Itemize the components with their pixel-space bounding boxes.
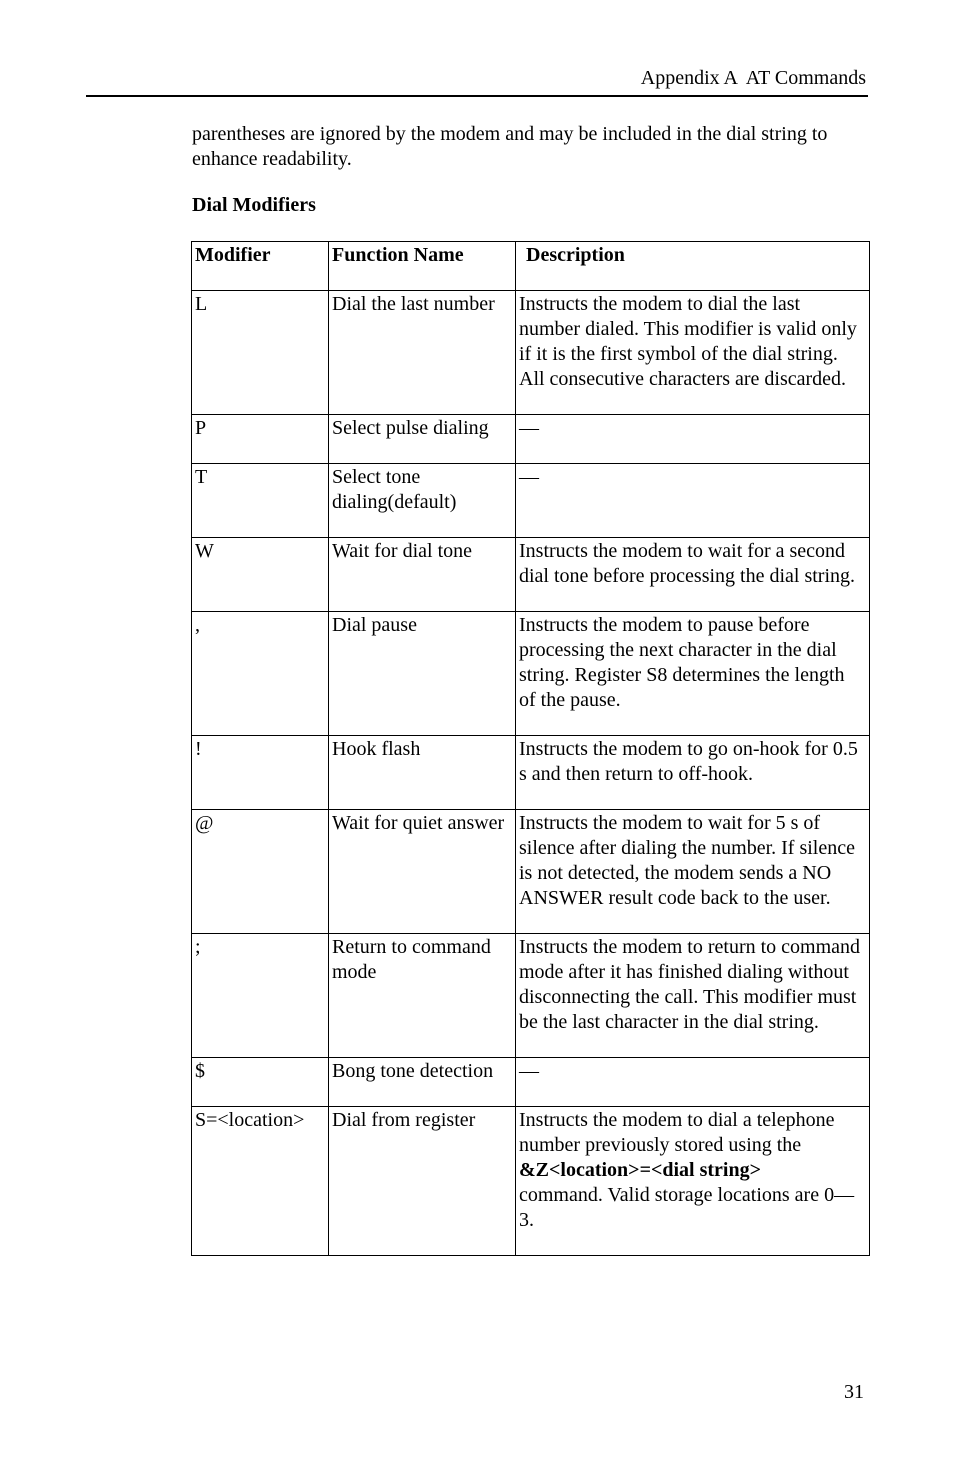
table-row bbox=[192, 464, 870, 538]
function-name-cell: Return to command mode bbox=[329, 934, 516, 1058]
table-row-dial-from-register bbox=[192, 1107, 870, 1256]
function-name-cell: Dial pause bbox=[329, 612, 516, 736]
description-text-before: Instructs the modem to dial a telephone number previously stored using the bbox=[519, 1109, 835, 1156]
table-row bbox=[192, 1058, 870, 1107]
description-cell bbox=[516, 1107, 870, 1256]
function-name-cell: Select pulse dialing bbox=[329, 415, 516, 464]
table-body bbox=[192, 291, 870, 1256]
modifier-cell: $ bbox=[192, 1058, 329, 1107]
section-heading: Dial Modifiers bbox=[192, 194, 316, 216]
column-header-modifier: Modifier bbox=[192, 242, 329, 291]
modifier-cell: T bbox=[192, 464, 329, 538]
function-name-cell: Hook flash bbox=[329, 736, 516, 810]
description-cell: Instructs the modem to return to command mode after it has finished dialing without disconnecting the call. This modifier must be the last character in the dial string. bbox=[516, 934, 870, 1058]
modifier-cell: ; bbox=[192, 934, 329, 1058]
modifier-cell: P bbox=[192, 415, 329, 464]
description-cell: Instructs the modem to wait for 5 s of silence after dialing the number. If silence is not detected, the modem sends a NO ANSWER result code back to the user. bbox=[516, 810, 870, 934]
function-name-cell: Dial from register bbox=[329, 1107, 516, 1256]
modifier-cell: @ bbox=[192, 810, 329, 934]
description-cell: Instructs the modem to wait for a second dial tone before processing the dial string. bbox=[516, 538, 870, 612]
modifier-cell: L bbox=[192, 291, 329, 415]
function-name-cell: Wait for quiet answer bbox=[329, 810, 516, 934]
modifier-cell: W bbox=[192, 538, 329, 612]
description-cell: — bbox=[516, 415, 870, 464]
modifier-cell: S=<location> bbox=[192, 1107, 329, 1256]
modifier-cell: , bbox=[192, 612, 329, 736]
table-row bbox=[192, 612, 870, 736]
dial-modifiers-table bbox=[191, 241, 870, 1256]
command-syntax: &Z<location>=<dial string> bbox=[519, 1159, 761, 1181]
table-row bbox=[192, 538, 870, 612]
table-header-row bbox=[192, 242, 870, 291]
function-name-cell: Wait for dial tone bbox=[329, 538, 516, 612]
description-cell: Instructs the modem to dial the last number dialed. This modifier is valid only if it is the first symbol of the dial string. All consecutive characters are discarded. bbox=[516, 291, 870, 415]
column-header-function-name: Function Name bbox=[329, 242, 516, 291]
description-cell: — bbox=[516, 1058, 870, 1107]
table-row bbox=[192, 934, 870, 1058]
description-text-after: command. Valid storage locations are 0—3. bbox=[519, 1184, 855, 1231]
modifier-cell: ! bbox=[192, 736, 329, 810]
description-cell: Instructs the modem to go on-hook for 0.5 s and then return to off-hook. bbox=[516, 736, 870, 810]
header-rule bbox=[86, 95, 868, 97]
running-header: Appendix A AT Commands bbox=[640, 67, 866, 89]
table-row bbox=[192, 291, 870, 415]
intro-paragraph: parentheses are ignored by the modem and may be included in the dial string to enhance readability. bbox=[192, 123, 828, 170]
function-name-cell: Dial the last number bbox=[329, 291, 516, 415]
table-row bbox=[192, 415, 870, 464]
description-cell: — bbox=[516, 464, 870, 538]
description-cell: Instructs the modem to pause before processing the next character in the dial string. Register S8 determines the length of the pause. bbox=[516, 612, 870, 736]
table-row bbox=[192, 736, 870, 810]
table-row bbox=[192, 810, 870, 934]
page-number: 31 bbox=[844, 1381, 864, 1403]
function-name-cell: Select tone dialing(default) bbox=[329, 464, 516, 538]
function-name-cell: Bong tone detection bbox=[329, 1058, 516, 1107]
column-header-description: Description bbox=[516, 242, 870, 291]
